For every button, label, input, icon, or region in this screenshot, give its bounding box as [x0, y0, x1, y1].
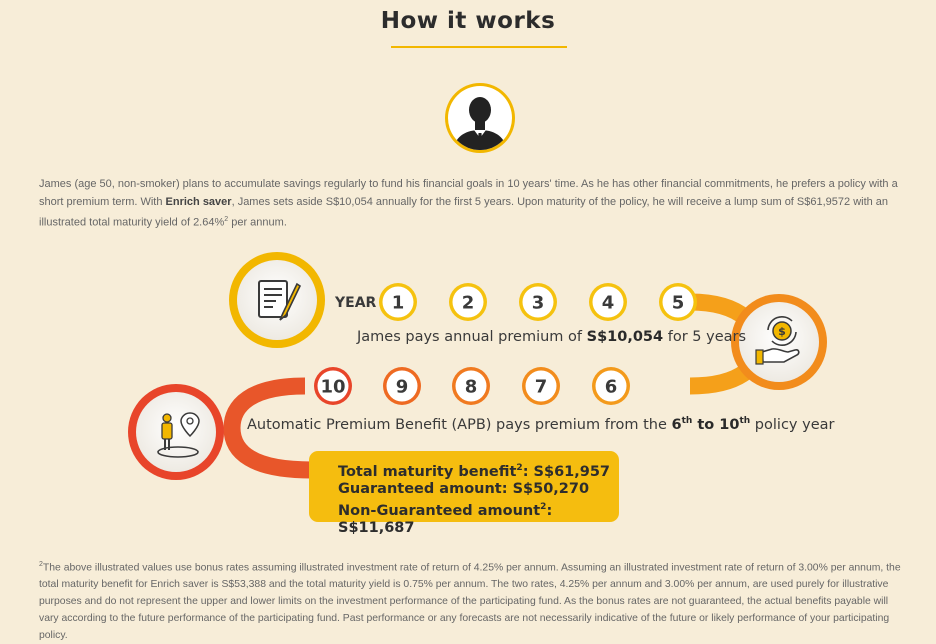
- non-guaranteed-amount: Non-Guaranteed amount$^2$: S$11,687: [338, 501, 553, 537]
- top-year-number: 3: [531, 292, 545, 314]
- person-location-pin-icon: [128, 384, 224, 480]
- apb-text: Automatic Premium Benefit (APB) pays premium from the 6th to 10th policy year: [247, 416, 835, 433]
- top-year-2: [449, 283, 487, 321]
- top-year-5: [659, 283, 697, 321]
- top-year-1: [379, 283, 417, 321]
- year-label: YEAR: [335, 295, 377, 311]
- footnote-ref: 2: [224, 216, 229, 223]
- page-title: How it works: [380, 8, 556, 34]
- intro-text: James (age 50, non-smoker) plans to accumulate savings regularly to fund his financial goals in 10 years' time. As he has other financial commitments, he prefers a policy with a short premium term. With: [39, 178, 898, 208]
- top-year-number: 1: [391, 292, 405, 314]
- bottom-year-8: [452, 367, 490, 405]
- svg-text:$: $: [778, 325, 786, 338]
- top-year-4: [589, 283, 627, 321]
- bottom-year-number: 8: [464, 376, 478, 398]
- bottom-year-6: [592, 367, 630, 405]
- intro-text: , James sets aside S$10,054 annually for the first 5 years. Upon maturity of the policy, he will receive a lump sum of S$61,9572 with an illustrated total maturity yield of 2.64%: [39, 195, 889, 229]
- product-name: Enrich saver: [165, 195, 232, 208]
- document-pen-icon: [229, 252, 325, 348]
- footnote: $^2$The above illustrated values use bonus rates assuming illustrated investment rate of return of 4.25% per annum. Assuming an illustrated investment rate of return of 3.00% per annum, the total maturity benefit for Enrich saver is S$53,388 and the total maturity yield is 0.75% per annum. The two rates, 4.25% per annum and 3.00% per annum, are used purely for illustrative purposes and do not represent the upper and lower limits on the investment performance of the participating fund. As the bonus rates are not guaranteed, the actual benefits payable will vary according to the future performance of the participating fund. Past performance or any forecasts are not necessarily indicative of the future or likely performance of your participating policy.: [39, 561, 901, 642]
- bottom-year-number: 7: [534, 376, 548, 398]
- total-maturity-benefit: Total maturity benefit$^2$: S$61,957: [338, 463, 611, 480]
- bottom-year-9: [383, 367, 421, 405]
- top-year-3: [519, 283, 557, 321]
- bottom-year-7: [522, 367, 560, 405]
- guaranteed-amount: Guaranteed amount: S$50,270: [338, 481, 590, 498]
- top-year-number: 4: [601, 292, 615, 314]
- premium-amount: S$10,054: [586, 329, 664, 345]
- bottom-year-number: 10: [320, 376, 346, 398]
- premium-payment-text: James pays annual premium of S$10,054 for 5 years: [357, 329, 747, 345]
- intro-text: per annum.: [228, 216, 287, 229]
- bottom-year-number: 6: [604, 376, 618, 398]
- bottom-year-10: [314, 367, 352, 405]
- maturity-benefit-box: [309, 451, 619, 537]
- bottom-year-number: 9: [395, 376, 409, 398]
- top-year-number: 2: [461, 292, 475, 314]
- top-year-number: 5: [671, 292, 685, 314]
